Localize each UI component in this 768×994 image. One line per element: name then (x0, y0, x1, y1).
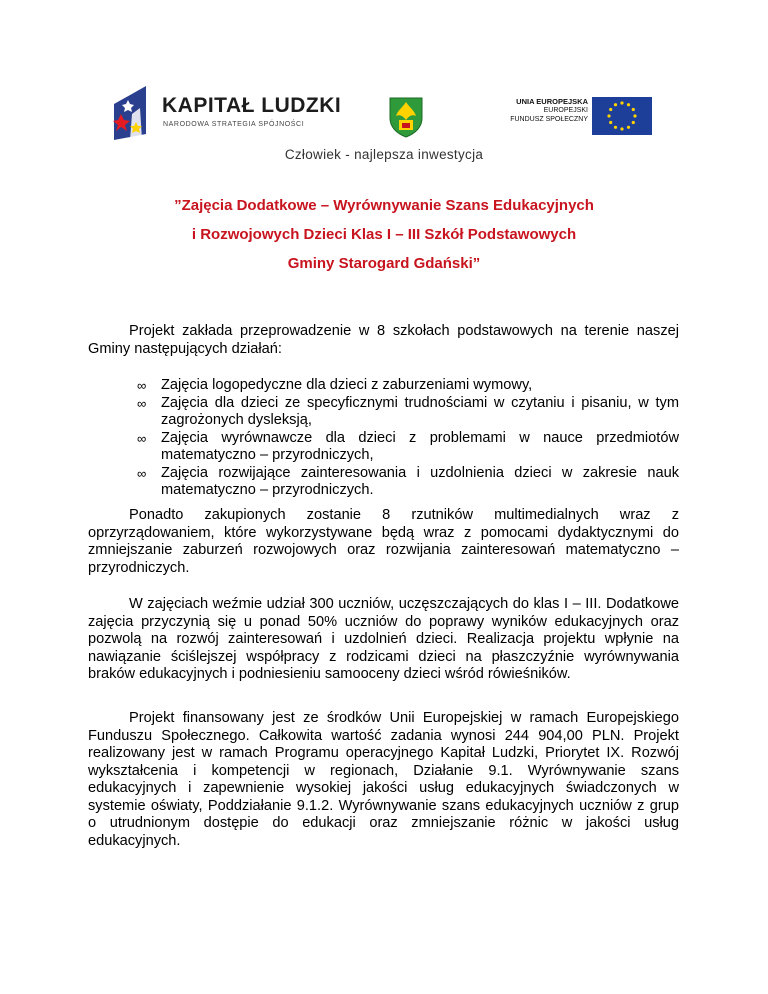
activities-list (137, 377, 679, 500)
eu-line-3: FUNDUSZ SPOŁECZNY (510, 116, 588, 123)
financing-paragraph: Projekt finansowany jest ze środków Unii Europejskiej w ramach Europejskiego Funduszu Społecznego. Całkowita wartość zadania wynosi 244 904,00 PLN. Projekt realizowany jest w ramach Programu operacyjnego Kapitał Ludzki, Priorytet IX. Rozwój wykształcenia i kompetencji w regionach, Działanie 9.1. Wyrównywanie szans edukacyjnych i zapewnienie wysokiej jakości usług edukacyjnych świadczonych w systemie oświaty, Poddziałanie 9.1.2. Wyrównywanie szans edukacyjnych uczniów z grup o utrudnionym dostępie do edukacji oraz zmniejszanie różnic w jakości usług edukacyjnych. (88, 710, 679, 849)
bullet-icon: ∞ (137, 378, 147, 393)
eu-line-1: UNIA EUROPEJSKA (516, 97, 588, 106)
list-item-text: Zajęcia dla dzieci ze specyficznymi trudnościami w czytaniu i pisaniu, w tym zagrożonych dysleksją, (161, 394, 679, 428)
participants-paragraph: W zajęciach weźmie udział 300 uczniów, uczęszczających do klas I – III. Dodatkowe zajęcia przyczynią się u ponad 50% uczniów do poprawy wyników edukacyjnych oraz pozwolą na rozwój zainteresowań i uzdolnień dzieci. Realizacja projektu wpłynie na nawiązanie ściślejszej współpracy z rodzicami dzieci na płaszczyźnie wyrównywania braków edukacyjnych i podniesieniu samooceny dzieci wśród rówieśników. (88, 596, 679, 682)
bullet-icon: ∞ (137, 395, 147, 411)
intro-paragraph: Projekt zakłada przeprowadzenie w 8 szkołach podstawowych na terenie naszej Gminy następujących działań: (88, 323, 679, 357)
slogan: Człowiek - najlepsza inwestycja (284, 147, 484, 162)
list-item (137, 377, 679, 395)
title-line-2: i Rozwojowych Dzieci Klas I – III Szkół Podstawowych (191, 226, 577, 243)
eu-logo-text (500, 97, 588, 124)
bullet-icon: ∞ (137, 430, 147, 446)
list-item-text: Zajęcia logopedyczne dla dzieci z zaburzeniami wymowy, (161, 377, 533, 393)
list-item (137, 395, 679, 430)
kapital-ludzki-subtitle: NARODOWA STRATEGIA SPÓJNOŚCI (163, 121, 305, 128)
eu-flag-icon (592, 97, 652, 135)
bullet-icon: ∞ (137, 465, 147, 481)
eu-logo (500, 97, 660, 137)
gmina-crest-icon (386, 94, 426, 138)
list-item (137, 465, 679, 500)
kapital-ludzki-title: KAPITAŁ LUDZKI (162, 94, 342, 117)
kapital-ludzki-emblem-icon (112, 84, 160, 142)
kapital-ludzki-logo (112, 84, 342, 144)
list-item (137, 430, 679, 465)
list-item-text: Zajęcia wyrównawcze dla dzieci z problemami w nauce przedmiotów matematyczno – przyrodniczych, (161, 429, 679, 463)
eu-line-2: EUROPEJSKI (543, 107, 588, 114)
list-item-text: Zajęcia rozwijające zainteresowania i uzdolnienia dzieci w zakresie nauk matematyczno – przyrodniczych. (161, 464, 679, 498)
title-line-1: ”Zajęcia Dodatkowe – Wyrównywanie Szans Edukacyjnych (174, 197, 594, 214)
projectors-paragraph: Ponadto zakupionych zostanie 8 rzutników multimedialnych wraz z oprzyrządowaniem, które wykorzystywane będą wraz z pomocami dydaktycznymi do zmniejszanie zaburzeń rozwojowych oraz rozwijania zainteresowań matematyczno – przyrodniczych. (88, 507, 679, 576)
title-line-3: Gminy Starogard Gdański” (287, 255, 481, 272)
